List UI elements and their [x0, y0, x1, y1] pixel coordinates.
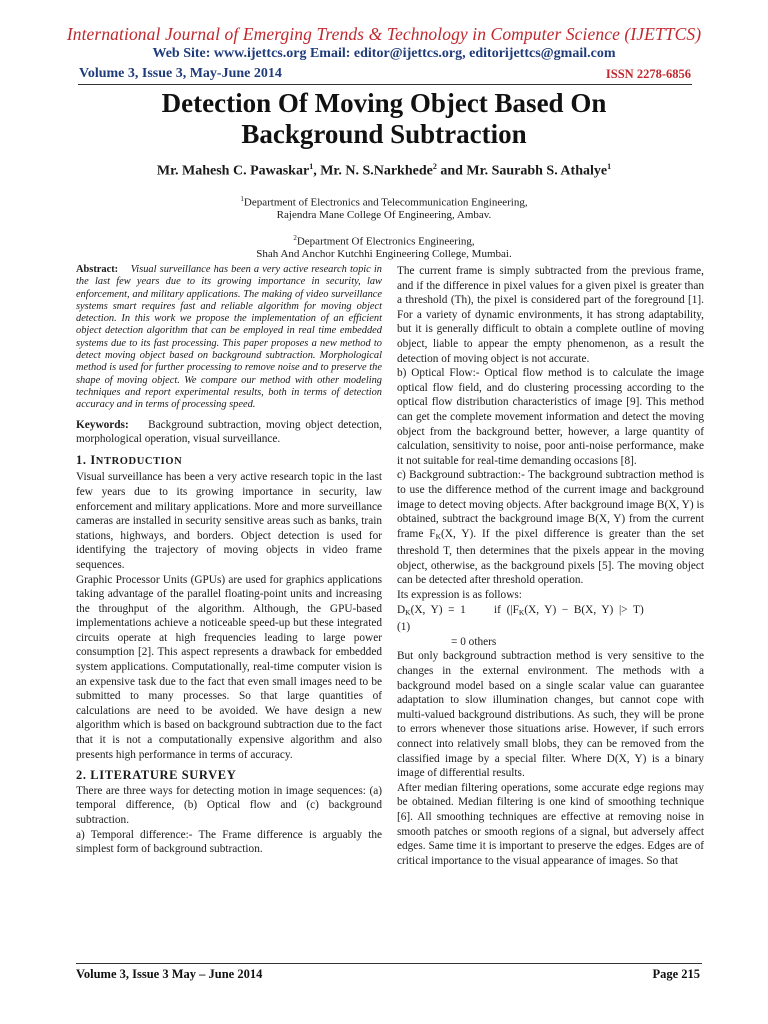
equation-intro: Its expression is as follows:	[397, 589, 522, 602]
affiliation-line: Shah And Anchor Kutchhi Engineering College, Mumbai.	[256, 248, 512, 261]
equation-line-1: $D_K(X$, Y) = 1 if ($|F_K(X$, Y) − B(X, Y) |> T)	[397, 603, 644, 617]
author-name: Mr. N. S.Narkhede	[320, 163, 433, 179]
equation-line-2: = 0 others	[451, 635, 497, 648]
author-name: Mr. Mahesh C. Pawaskar	[156, 163, 310, 179]
paragraph: The current frame is simply subtracted from the previous frame, and if the difference in pixel values for a given pixel is greater than a threshold (Th), the pixel is considered part of the foreground [1]. For a variety of dynamic environments, it has strong adaptability, but it is generally difficult to obtain a complete outline of moving object, liable to appear the empty phenomenon, as a result the detection of moving object is not accurate.	[397, 265, 704, 365]
section-heading-literature-survey: 2. LITERATURE SURVEY	[76, 768, 237, 783]
paragraph: b) Optical Flow:- Optical flow method is to calculate the image optical flow field, and do clustering processing according to the optical flow distribution characteristics of image [9]. This method can get the complete movement information and detect the moving object from the background better, however, a large quantity of calculation, sensitivity to noise, poor anti-noise performance, make it not suitable for real-time demanding occasions [8].	[397, 367, 704, 467]
paragraph: After median filtering operations, some accurate edge regions may be obtained. Median filtering is one kind of smoothing technique [6]. All smoothing techniques are effective at removing noise in smooth patches or smooth regions of a signal, but adversely affect edges. Same time it is important to preserve the edges. Edges are of critical importance to the visual appearance of images. So that	[397, 781, 704, 867]
volume-line: Volume 3, Issue 3, May-June 2014	[79, 66, 282, 81]
author-affiliation-mark: 1	[309, 162, 314, 171]
author-affiliation-mark: 2	[432, 162, 437, 171]
keywords-label: Keywords:	[76, 418, 129, 431]
author-affiliation-mark: 1	[607, 162, 612, 171]
left-column	[76, 264, 382, 857]
paper-title	[0, 88, 768, 150]
paragraph: There are three ways for detecting motion in image sequences: (a) temporal difference, (b) Optical flow and (c) background subtraction.	[76, 784, 382, 826]
keywords-text: Background subtraction, moving object detection, morphological operation, visual surveillance.	[76, 418, 382, 446]
authors	[0, 162, 768, 180]
affiliation-mark: 1	[240, 195, 244, 203]
affiliation-line: Rajendra Mane College Of Engineering, Ambav.	[276, 209, 492, 222]
section-heading-introduction: 1. INTRODUCTION	[76, 452, 183, 467]
paragraph: But only background subtraction method is very sensitive to the changes in the external environment. The methods with a background model based on a single scalar value can guarantee adaptation to slow illumination changes, but cannot cope with multi-valued background distributions. As such, they will be prone to errors whenever those situations arise. However, if such errors connect into relatively small blobs, they can be removed from the classified image by a special filter. Where D(X, Y) is a binary image of differential results.	[397, 650, 704, 780]
abstract-text: Visual surveillance has been a very active research topic in the last few years due to its growing importance in security, law enforcement, and military applications. The making of video surveillance systems smart requires fast and reliable algorithm for moving object detection. In this work we propose the implementation of an efficient object detection algorithm that can be employed in real time embedded systems due to its fast processing. This paper proposes a new method to detect moving object based on background subtraction. Morphological method is used for further processing to remove noise and to preserve the shape of moving object. We compare our method with other modeling techniques and report experimental results, both in terms of detection accuracy and in terms of processing speed.	[76, 264, 382, 411]
website-line: Web Site: www.ijettcs.org Email: editor@ijettcs.org, editorijettcs@gmail.com	[152, 46, 616, 61]
abstract	[76, 264, 382, 412]
paper-title-line-1: Detection Of Moving Object Based On	[161, 88, 607, 118]
header-divider	[78, 84, 692, 85]
keywords	[76, 418, 382, 447]
footer-divider	[76, 963, 702, 964]
affiliation-mark: 2	[293, 234, 297, 242]
affiliation-2	[0, 232, 768, 261]
equation-number: (1)	[397, 621, 411, 634]
affiliation-1	[0, 193, 768, 222]
author-separator: ,	[313, 163, 321, 179]
paper-title-line-2: Background Subtraction	[241, 119, 527, 149]
author-name: Mr. Saurabh S. Athalye	[466, 163, 608, 179]
paragraph: a) Temporal difference:- The Frame difference is arguably the simplest form of background subtraction.	[76, 828, 382, 856]
affiliation-line: Department of Electronics and Telecommunication Engineering,	[243, 196, 528, 209]
issn: ISSN 2278-6856	[605, 67, 691, 81]
page-number: Page 215	[652, 967, 700, 981]
affiliation-line: Department Of Electronics Engineering,	[296, 235, 475, 248]
right-column	[397, 264, 704, 868]
journal-title: International Journal of Emerging Trends & Technology in Computer Science (IJETTCS)	[66, 24, 702, 44]
paragraph: Visual surveillance has been a very active research topic in the last few years due to its growing importance in security, law enforcement and military applications. More and more surveillance cameras are installed in security sensitive areas such as banks, train stations, highways, and borders. Object detection is used for identifying the trajectory of moving objects in video frame sequences.	[76, 471, 382, 571]
paragraph: c) Background subtraction:- The background subtraction method is to use the difference method of the current image and background image to detect moving objects. After background image B(X, Y) is obtained, subtract the background image B(X, Y) from the current frame $F_K(X$, Y). If the pixel difference is greater than the set threshold T, then determines that the pixels appear in the moving object, otherwise, as the background pixels [5]. The moving object can be detected after threshold operation.	[397, 469, 704, 587]
paragraph: Graphic Processor Units (GPUs) are used for graphics applications taking advantage of the parallel floating-point units and increasing the throughput of the algorithm. Although, the GPU-based implementations achieve a noticeable speed-up but these integrated circuits operate at high frequencies leading to large power consumption [2]. This aspect represents a drawback for embedded system applications. Computationally, real-time computer vision is an expensive task due to the fact that even small images need to be submitted to many processes. So that large quantities of calculations are need to be avoided. We have design a new algorithm which is based on background subtraction due to the fact that it is not a computationally expensive algorithm and also presents high performance in terms of accuracy.	[76, 573, 382, 761]
abstract-label: Abstract:	[76, 264, 119, 275]
footer-volume: Volume 3, Issue 3 May – June 2014	[76, 967, 263, 981]
author-separator: and	[436, 163, 467, 179]
